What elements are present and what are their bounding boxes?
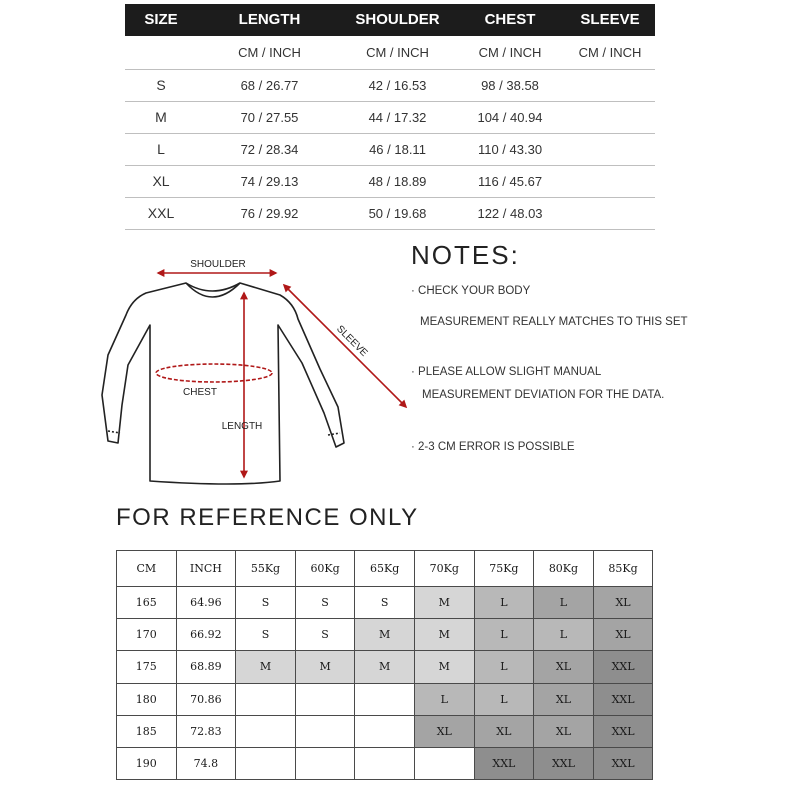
size-cell: S xyxy=(236,587,296,619)
shoulder-value: 44 / 17.32 xyxy=(368,110,427,125)
length-value: 74 / 29.13 xyxy=(240,174,299,189)
sleeve-value xyxy=(565,166,655,197)
size-row-xl xyxy=(125,166,655,198)
chest-value: 110 / 43.30 xyxy=(477,142,543,157)
size-cell: S xyxy=(355,587,415,619)
size-row-m xyxy=(125,102,655,134)
reference-row-185 xyxy=(117,715,653,747)
size-cell xyxy=(295,715,355,747)
header-sleeve: SLEEVE xyxy=(580,11,640,28)
length-value: 70 / 27.55 xyxy=(240,110,299,125)
height-inch: 70.86 xyxy=(176,683,236,715)
size-cell xyxy=(236,747,296,779)
sleeve-arrow xyxy=(284,285,406,407)
shirt-body xyxy=(102,283,344,484)
height-cm: 180 xyxy=(117,683,177,715)
reference-row-165 xyxy=(117,587,653,619)
size-cell: S xyxy=(295,587,355,619)
sleeve-value xyxy=(565,134,655,165)
note-line: MEASUREMENT REALLY MATCHES TO THIS SET xyxy=(420,316,688,328)
reference-row-170 xyxy=(117,619,653,651)
height-inch: 72.83 xyxy=(176,715,236,747)
sleeve-value xyxy=(565,70,655,101)
shoulder-value: 48 / 18.89 xyxy=(368,174,427,189)
size-row-xxl xyxy=(125,198,655,230)
size-label: S xyxy=(156,77,166,93)
height-inch: 74.8 xyxy=(176,747,236,779)
shoulder-value: 50 / 19.68 xyxy=(368,206,427,221)
shoulder-label: SHOULDER xyxy=(190,259,246,270)
size-row-s xyxy=(125,70,655,102)
size-cell: XL xyxy=(593,619,653,651)
length-label: LENGTH xyxy=(221,421,263,432)
size-cell: XL xyxy=(414,715,474,747)
size-cell: XXL xyxy=(593,747,653,779)
chest-value: 122 / 48.03 xyxy=(477,206,543,221)
size-cell: M xyxy=(295,651,355,683)
length-value: 76 / 29.92 xyxy=(240,206,299,221)
reference-row-175 xyxy=(117,651,653,683)
size-label: M xyxy=(155,109,167,125)
header-70kg: 70Kg xyxy=(414,551,474,587)
header-inch: INCH xyxy=(176,551,236,587)
unit-chest: CM / INCH xyxy=(478,45,542,60)
size-cell xyxy=(236,683,296,715)
reference-header-row xyxy=(117,551,653,587)
size-cell xyxy=(236,715,296,747)
size-cell: L xyxy=(474,619,534,651)
length-value: 68 / 26.77 xyxy=(240,78,299,93)
reference-row-180 xyxy=(117,683,653,715)
cuff-left xyxy=(108,431,120,433)
header-80kg: 80Kg xyxy=(534,551,594,587)
size-cell: XXL xyxy=(534,747,594,779)
size-cell xyxy=(355,747,415,779)
unit-row xyxy=(125,36,655,70)
length-value: 72 / 28.34 xyxy=(240,142,299,157)
size-label: XXL xyxy=(147,205,175,221)
size-chart xyxy=(125,4,655,230)
header-85kg: 85Kg xyxy=(593,551,653,587)
header-shoulder: SHOULDER xyxy=(355,11,440,28)
shoulder-value: 42 / 16.53 xyxy=(368,78,427,93)
size-cell: L xyxy=(534,587,594,619)
cuff-right xyxy=(328,433,340,435)
size-cell: M xyxy=(414,587,474,619)
chest-label: CHEST xyxy=(183,387,217,398)
shirt-outline xyxy=(102,283,344,484)
size-cell: XL xyxy=(474,715,534,747)
size-chart-header xyxy=(125,4,655,36)
height-cm: 165 xyxy=(117,587,177,619)
header-75kg: 75Kg xyxy=(474,551,534,587)
size-cell: XL xyxy=(593,587,653,619)
size-cell: S xyxy=(236,619,296,651)
height-cm: 185 xyxy=(117,715,177,747)
size-cell: XXL xyxy=(474,747,534,779)
size-cell: S xyxy=(295,619,355,651)
unit-sleeve: CM / INCH xyxy=(578,45,642,60)
measurement-arrows xyxy=(156,273,406,477)
header-size: SIZE xyxy=(144,11,178,28)
size-cell: M xyxy=(414,651,474,683)
size-cell: XXL xyxy=(593,683,653,715)
size-cell: XXL xyxy=(593,715,653,747)
header-55kg: 55Kg xyxy=(236,551,296,587)
size-label: L xyxy=(157,141,165,157)
size-cell: M xyxy=(355,619,415,651)
height-cm: 170 xyxy=(117,619,177,651)
header-60kg: 60Kg xyxy=(295,551,355,587)
shirt-measurement-diagram xyxy=(88,255,418,495)
height-inch: 68.89 xyxy=(176,651,236,683)
size-cell: L xyxy=(534,619,594,651)
note-line: · 2-3 CM ERROR IS POSSIBLE xyxy=(411,441,575,453)
shirt-collar xyxy=(186,283,240,297)
note-line: MEASUREMENT DEVIATION FOR THE DATA. xyxy=(422,389,665,401)
reference-row-190 xyxy=(117,747,653,779)
size-row-l xyxy=(125,134,655,166)
size-cell xyxy=(295,683,355,715)
reference-title: FOR REFERENCE ONLY xyxy=(116,504,419,531)
size-cell: XL xyxy=(534,683,594,715)
header-length: LENGTH xyxy=(238,11,301,28)
chest-value: 98 / 38.58 xyxy=(481,78,539,93)
size-cell: M xyxy=(355,651,415,683)
chest-value: 104 / 40.94 xyxy=(477,110,543,125)
size-cell: M xyxy=(414,619,474,651)
size-cell: L xyxy=(474,683,534,715)
header-65kg: 65Kg xyxy=(355,551,415,587)
size-cell: XXL xyxy=(593,651,653,683)
sleeve-value xyxy=(565,198,655,229)
sleeve-value xyxy=(565,102,655,133)
size-cell: XL xyxy=(534,715,594,747)
chest-value: 116 / 45.67 xyxy=(477,174,543,189)
size-cell xyxy=(414,747,474,779)
size-cell xyxy=(295,747,355,779)
shoulder-value: 46 / 18.11 xyxy=(369,142,426,157)
height-cm: 175 xyxy=(117,651,177,683)
header-cm: CM xyxy=(117,551,177,587)
note-line: · CHECK YOUR BODY xyxy=(411,285,531,297)
size-cell xyxy=(355,715,415,747)
header-chest: CHEST xyxy=(484,11,536,28)
size-cell: XL xyxy=(534,651,594,683)
size-cell: L xyxy=(414,683,474,715)
size-cell: L xyxy=(474,587,534,619)
size-cell: M xyxy=(236,651,296,683)
note-line: · PLEASE ALLOW SLIGHT MANUAL xyxy=(411,366,602,378)
height-inch: 66.92 xyxy=(176,619,236,651)
sleeve-label: SLEEVE xyxy=(334,323,370,359)
size-cell: L xyxy=(474,651,534,683)
size-label: XL xyxy=(152,173,170,189)
height-cm: 190 xyxy=(117,747,177,779)
unit-shoulder: CM / INCH xyxy=(366,45,429,60)
reference-table xyxy=(116,550,653,780)
notes-title: NOTES: xyxy=(411,240,520,270)
unit-length: CM / INCH xyxy=(238,45,301,60)
height-inch: 64.96 xyxy=(176,587,236,619)
chest-arrow xyxy=(156,364,272,382)
size-cell xyxy=(355,683,415,715)
